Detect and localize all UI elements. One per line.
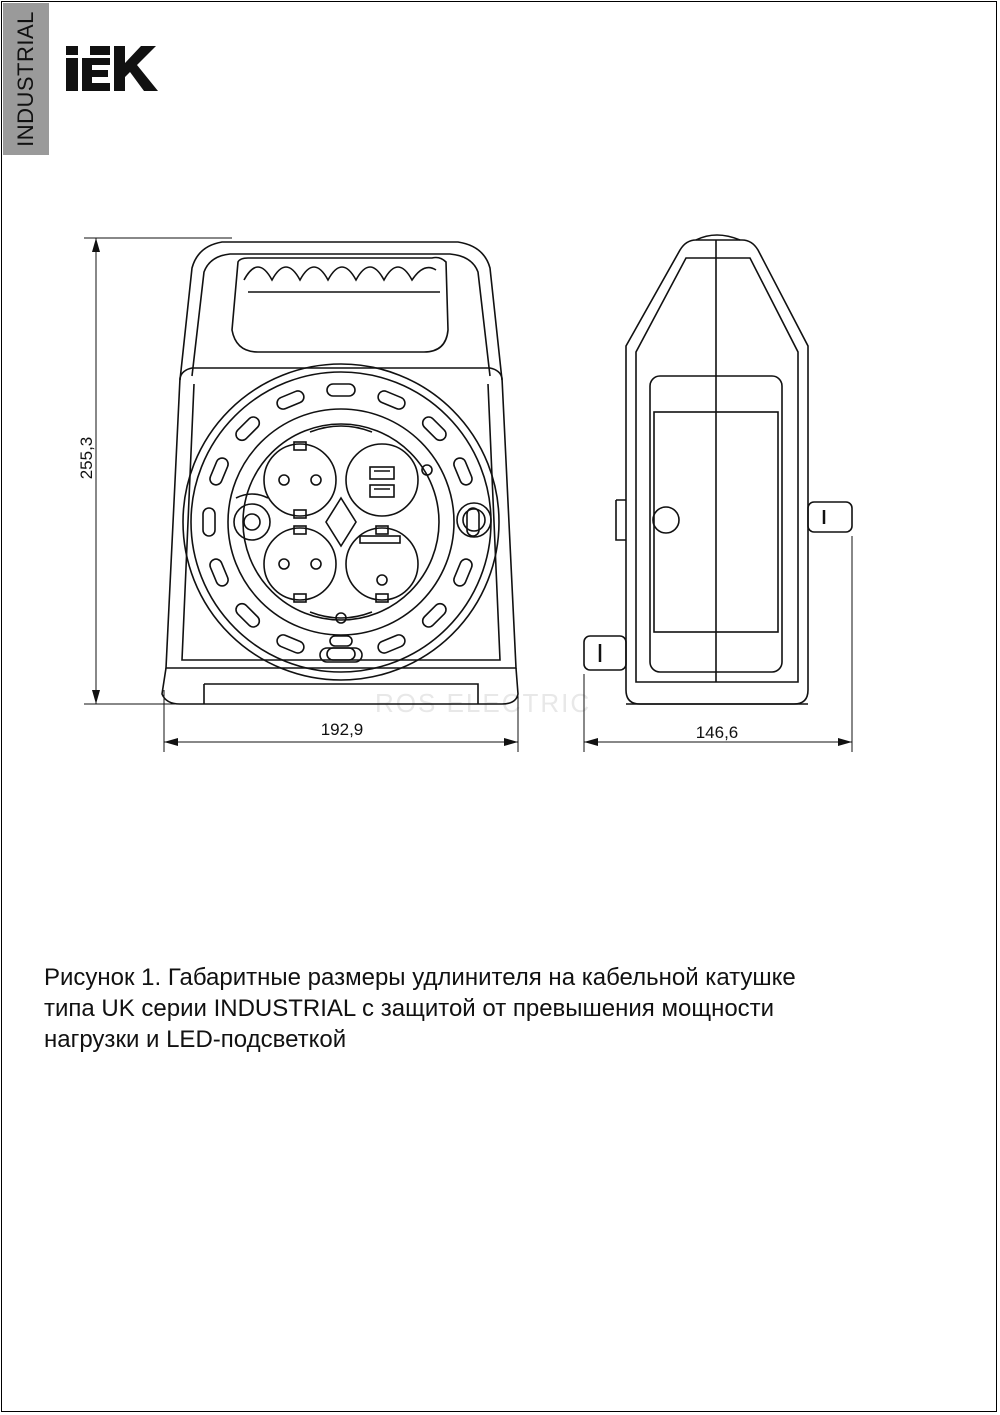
socket-hub bbox=[243, 424, 439, 620]
reel-slot bbox=[208, 456, 230, 486]
reel-slot bbox=[376, 389, 406, 411]
side-plug-stub bbox=[584, 636, 626, 670]
side-view bbox=[584, 235, 852, 704]
reel-inner-ring bbox=[228, 409, 454, 635]
usb-port-block bbox=[346, 444, 418, 516]
side-body-inner bbox=[636, 258, 798, 682]
reel-lock-knob bbox=[234, 504, 270, 540]
reel-slot bbox=[467, 508, 479, 536]
dimension-depth-label: 146,6 bbox=[695, 723, 739, 742]
reel-outer-ring-2 bbox=[191, 372, 491, 672]
reel-slot bbox=[327, 648, 355, 660]
caption-line-3: нагрузки и LED-подсветкой bbox=[44, 1026, 347, 1053]
front-view bbox=[162, 242, 518, 704]
reel-slot bbox=[452, 557, 474, 587]
caption-line-2: типа UK серии INDUSTRIAL с защитой от превышения мощности bbox=[44, 995, 775, 1022]
caption-line-1: Рисунок 1. Габаритные размеры удлинителя на кабельной катушке bbox=[44, 964, 796, 991]
dimension-height-label: 255,3 bbox=[77, 436, 96, 480]
knob-arc bbox=[236, 494, 268, 498]
hub-center-diamond bbox=[326, 498, 356, 546]
side-hole-icon bbox=[653, 507, 679, 533]
reel-slot bbox=[376, 633, 406, 655]
reel-slot bbox=[234, 601, 262, 629]
reel-outer-ring bbox=[183, 364, 499, 680]
front-handle bbox=[180, 242, 502, 380]
reel-slot bbox=[420, 601, 448, 629]
hub-arcs bbox=[310, 426, 372, 618]
reel-slot bbox=[203, 508, 215, 536]
figure-caption bbox=[44, 962, 944, 1055]
watermark: ROS ELECTRIC bbox=[375, 688, 592, 718]
side-crank-handle bbox=[808, 502, 852, 532]
dimension-width-label: 192,9 bbox=[320, 720, 364, 739]
side-left-stub bbox=[616, 500, 626, 540]
reel-slot bbox=[275, 633, 305, 655]
reel-slot bbox=[420, 415, 448, 443]
dimension-height bbox=[77, 238, 232, 704]
socket-top-left bbox=[264, 442, 336, 518]
reel-slot bbox=[208, 557, 230, 587]
handle-opening bbox=[232, 258, 448, 353]
socket-bottom-left bbox=[264, 526, 336, 602]
series-tab-label: INDUSTRIAL bbox=[13, 11, 38, 147]
reel-slot bbox=[327, 384, 355, 396]
reel-slot bbox=[234, 415, 262, 443]
handle-grip bbox=[244, 267, 436, 280]
socket-bottom-right bbox=[346, 526, 418, 602]
reel-slot bbox=[275, 389, 305, 411]
dimension-depth bbox=[584, 536, 852, 752]
reel-slot bbox=[452, 456, 474, 486]
